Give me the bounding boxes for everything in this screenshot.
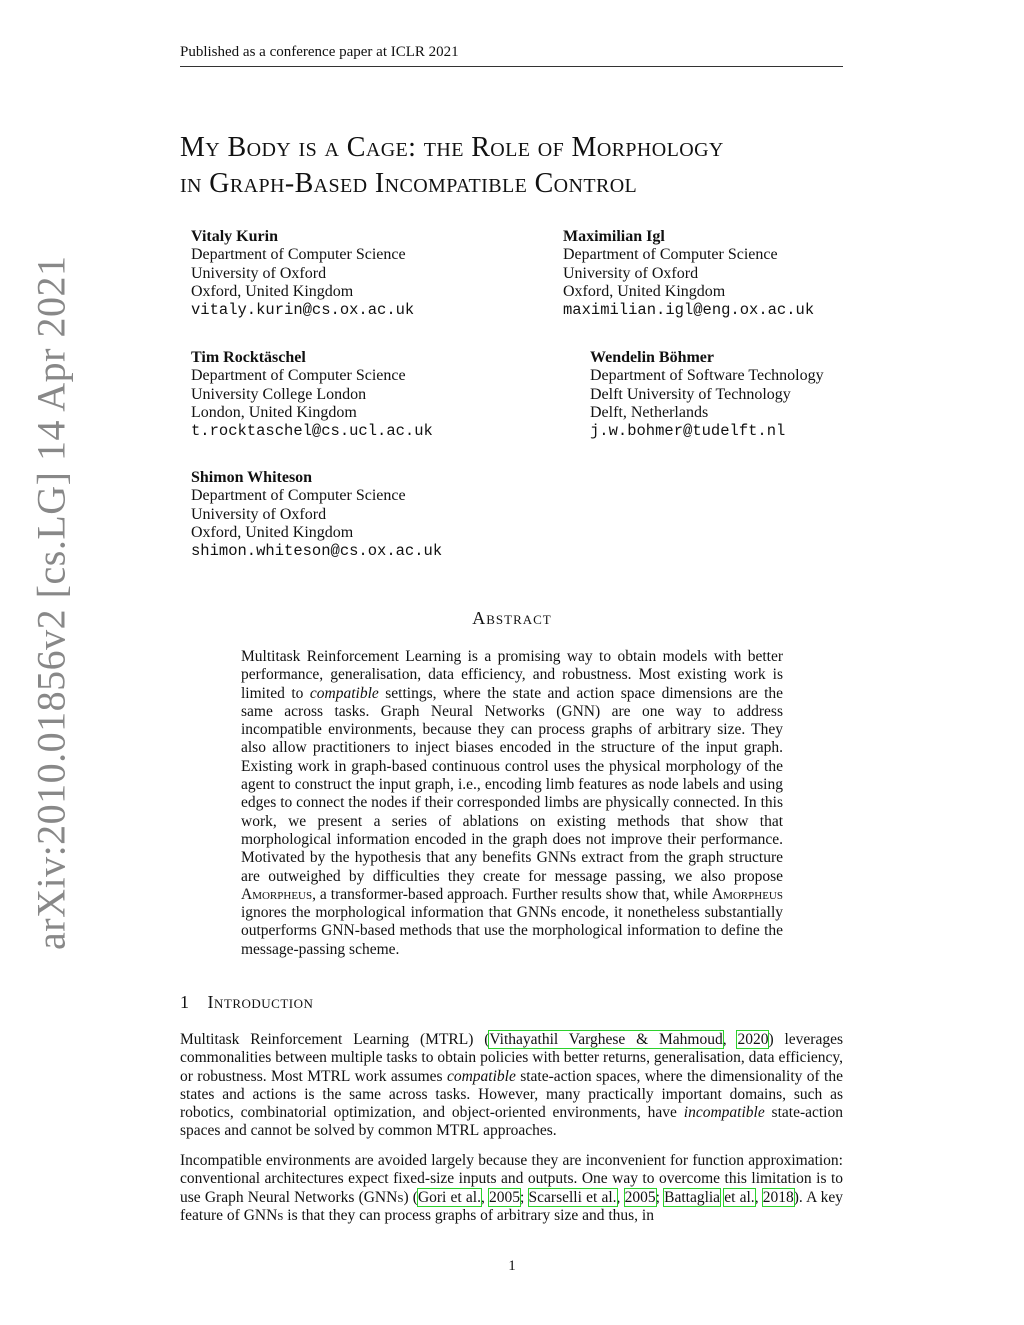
text: ) leverages commonalities between multiple tasks to obtain policies with better returns, generalisation, data efficiency, or robustness. Most — [180, 1031, 843, 1085]
author-email[interactable]: vitaly.kurin@cs.ox.ac.uk — [191, 301, 415, 320]
text: ). A key feature of — [180, 1188, 844, 1224]
citation-link[interactable]: et al. — [724, 1188, 755, 1206]
abstract-text-3: , a transformer-based approach. Further results show that, while — [312, 885, 712, 903]
author-loc: Oxford, United Kingdom — [563, 282, 726, 300]
author-email[interactable]: shimon.whiteson@cs.ox.ac.uk — [191, 542, 443, 561]
author-email[interactable]: maximilian.igl@eng.ox.ac.uk — [563, 301, 815, 320]
abstract-heading: Abstract — [472, 608, 552, 628]
author-block-bohmer — [590, 349, 824, 440]
text: Multitask Reinforcement Learning ( — [180, 1031, 426, 1048]
author-dept: Department of Computer Science — [191, 246, 406, 264]
gnns-abbrev: GNNs — [243, 1206, 284, 1224]
citation-link[interactable]: Gori et al. — [417, 1188, 481, 1206]
author-block-igl — [563, 228, 814, 319]
em-compatible: compatible — [446, 1067, 516, 1085]
citation-link[interactable]: 2020 — [737, 1031, 769, 1048]
author-dept: Department of Computer Science — [563, 246, 778, 264]
abstract-text-2: settings, where the state and action space dimensions are the same across tasks. Graph Neural Networks (GNN) are one way to address incompatible environments, because they can process graphs of arbitrary size. They also allow practitioners to inject biases encoded in the structure of the input graph. Existing work in graph-based continuous control uses the physical morphology of the agent to construct the input graph, i.e., encoding limb features as node labels and using edges to connect the nodes if their corresponded limbs are physically connected. In this work, we present a series of ablations on existing methods that show that morphological information encoded in the graph does not improve their performance. Motivated by the hypothesis that any benefits GNNs extract from the graph structure are outweighed by difficulties they create for message passing, we also propose — [241, 684, 784, 885]
running-header: Published as a conference paper at ICLR 2021 — [180, 44, 459, 60]
author-dept: Department of Computer Science — [191, 487, 406, 505]
author-name: Vitaly Kurin — [191, 228, 278, 245]
author-name: Maximilian Igl — [563, 228, 665, 245]
citation-link[interactable]: 2005 — [489, 1188, 521, 1206]
amorpheus-name: Amorpheus — [711, 885, 783, 903]
author-dept: Department of Software Technology — [590, 367, 824, 385]
paper-title — [180, 130, 880, 202]
title-line-2: in Graph-Based Incompatible Control — [180, 168, 638, 199]
em-incompatible: incompatible — [683, 1104, 765, 1122]
author-name: Wendelin Böhmer — [590, 349, 715, 366]
author-email[interactable]: t.rocktaschel@cs.ucl.ac.uk — [191, 422, 433, 441]
author-inst: University of Oxford — [191, 505, 327, 523]
section-heading-introduction — [180, 992, 313, 1013]
author-inst: University of Oxford — [563, 264, 699, 282]
intro-paragraph-1 — [180, 1031, 843, 1141]
gnns-abbrev: GNNs — [363, 1188, 404, 1206]
amorpheus-name: Amorpheus — [241, 885, 313, 903]
section-title: Introduction — [207, 992, 314, 1012]
text: state-action spaces and cannot be solved by common — [180, 1104, 843, 1140]
text: ) ( — [468, 1031, 490, 1048]
section-number: 1 — [180, 992, 190, 1012]
title-line-1: My Body is a Cage: the Role of Morphology — [180, 132, 724, 163]
citation-link[interactable]: Vithayathil Varghese & Mahmoud — [489, 1031, 723, 1048]
text: ) ( — [403, 1188, 418, 1206]
author-inst: University College London — [191, 385, 367, 403]
abstract-body — [241, 648, 783, 959]
author-email[interactable]: j.w.bohmer@tudelft.nl — [590, 422, 786, 441]
text: state-action spaces, where the dimensionality of the states and actions is the same across tasks. However, many practically important domains, such as robotics, combinatorial optimization, and object-oriented environments, have — [180, 1067, 843, 1122]
abstract-text-4: ignores the morphological information that GNNs encode, it nonetheless substantially outperforms GNN-based methods that use the morphological information to define the message-passing scheme. — [241, 904, 783, 958]
abstract-text-1: Multitask Reinforcement Learning is a promising way to obtain models with better performance, generalisation, data efficiency, and robustness. Most existing work is limited to — [241, 648, 783, 702]
author-name: Shimon Whiteson — [191, 469, 313, 486]
author-block-rocktaschel — [191, 349, 433, 440]
author-loc: Delft, Netherlands — [590, 403, 709, 421]
author-inst: University of Oxford — [191, 264, 327, 282]
arxiv-stamp: arXiv:2010.01856v2 [cs.LG] 14 Apr 2021 — [28, 255, 74, 950]
text: is that they can process graphs of arbitrary size and thus, in — [283, 1206, 654, 1224]
author-loc: Oxford, United Kingdom — [191, 282, 354, 300]
citation-link[interactable]: Battaglia — [664, 1188, 721, 1206]
author-block-kurin — [191, 228, 414, 319]
mtrl-abbrev: MTRL — [436, 1122, 480, 1140]
author-loc: Oxford, United Kingdom — [191, 523, 354, 541]
text: , — [722, 1031, 738, 1048]
page-number: 1 — [508, 1258, 516, 1274]
abstract-em-compatible: compatible — [309, 684, 379, 702]
author-loc: London, United Kingdom — [191, 403, 357, 421]
author-block-whiteson — [191, 469, 442, 560]
text: approaches. — [479, 1122, 557, 1140]
citation-link[interactable]: 2005 — [624, 1188, 656, 1206]
text: work assumes — [350, 1067, 447, 1085]
mtrl-abbrev: MTRL — [307, 1067, 351, 1085]
citation-link[interactable]: 2018 — [762, 1188, 794, 1206]
intro-paragraph-2: Incompatible environments are avoided largely because they are inconvenient for function approximation: conventional architectures expect fixed-size inputs and outputs. One way to overcome this limitation is to use Graph Neural Networks (GNNs) (Gori et al., 2005; Scarselli et al., 2005; Battaglia et al., 2018). A key feature of GNNs is that they can process graphs of arbitrary size and thus, in — [180, 1152, 844, 1224]
citation-link[interactable]: Scarselli et al. — [528, 1188, 617, 1206]
author-inst: Delft University of Technology — [590, 385, 791, 403]
mtrl-abbrev: MTRL — [425, 1031, 469, 1048]
header-rule — [180, 66, 843, 67]
text: Incompatible environments are avoided largely because they are inconvenient for function approximation: conventional architectures expect fixed-size inputs and outputs. One way to overcome this limitation is to use Graph Neural Networks ( — [180, 1152, 843, 1206]
author-dept: Department of Computer Science — [191, 367, 406, 385]
author-name: Tim Rocktäschel — [191, 349, 306, 366]
